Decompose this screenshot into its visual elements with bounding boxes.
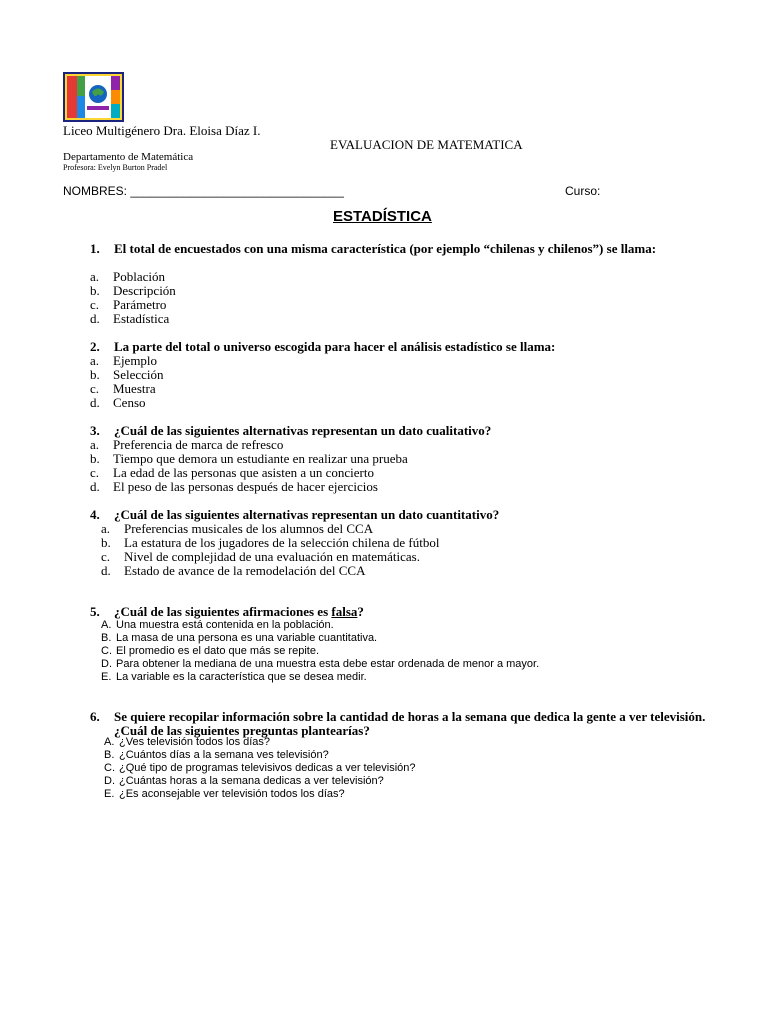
option-text: La variable es la característica que se desea medir. bbox=[116, 671, 367, 683]
question-number: 5. bbox=[90, 604, 100, 619]
page-title: ESTADÍSTICA bbox=[333, 208, 432, 225]
option-letter: C. bbox=[101, 645, 112, 657]
question-text-before: ¿Cuál de las siguientes afirmaciones es bbox=[114, 604, 332, 619]
option-text: Preferencia de marca de refresco bbox=[113, 437, 284, 452]
option-text: Muestra bbox=[113, 381, 156, 396]
question-text: ¿Cuál de las siguientes alternativas representan un dato cualitativo? bbox=[114, 423, 492, 438]
question-number: 3. bbox=[90, 423, 100, 438]
question-number: 2. bbox=[90, 339, 100, 354]
option-text: Nivel de complejidad de una evaluación en matemáticas. bbox=[124, 549, 420, 564]
school-logo bbox=[63, 72, 124, 122]
question-6 bbox=[90, 710, 710, 738]
option-text: ¿Qué tipo de programas televisivos dedicas a ver televisión? bbox=[119, 762, 416, 774]
option-letter: B. bbox=[101, 632, 112, 644]
option-letter: a. bbox=[90, 353, 100, 368]
option-letter: d. bbox=[90, 311, 100, 326]
option-letter: A. bbox=[104, 736, 115, 748]
option-letter: D. bbox=[101, 658, 112, 670]
question-text: ¿Cuál de las siguientes alternativas representan un dato cuantitativo? bbox=[114, 507, 500, 522]
question-text-underlined: falsa bbox=[331, 604, 358, 619]
option-letter: B. bbox=[104, 749, 115, 761]
option-letter: D. bbox=[104, 775, 115, 787]
option-letter: b. bbox=[90, 283, 100, 298]
school-logo-graphic bbox=[65, 74, 122, 120]
option-letter: d. bbox=[101, 563, 111, 578]
option-text: Ejemplo bbox=[113, 353, 158, 368]
course-field[interactable]: Curso: bbox=[565, 184, 601, 198]
question-number: 1. bbox=[90, 241, 100, 256]
option-text: Censo bbox=[113, 395, 146, 410]
option-text: Estadística bbox=[113, 311, 170, 326]
option-text: Parámetro bbox=[113, 297, 167, 312]
option-text: Una muestra está contenida en la población. bbox=[116, 619, 334, 631]
question-1 bbox=[90, 242, 710, 270]
option-text: La edad de las personas que asisten a un concierto bbox=[113, 465, 374, 480]
option-text: El promedio es el dato que más se repite. bbox=[116, 645, 320, 657]
question-number: 4. bbox=[90, 507, 100, 522]
option-letter: d. bbox=[90, 479, 100, 494]
option-letter: b. bbox=[90, 367, 100, 382]
option-text: Población bbox=[113, 269, 165, 284]
option-text: Descripción bbox=[113, 283, 176, 298]
question-text-after: ? bbox=[357, 604, 364, 619]
option-letter: a. bbox=[101, 521, 111, 536]
option-text: Selección bbox=[113, 367, 164, 382]
option-letter: b. bbox=[90, 451, 100, 466]
option-letter: c. bbox=[90, 297, 100, 312]
option-letter: c. bbox=[101, 549, 111, 564]
question-text bbox=[114, 605, 710, 619]
option-text: Preferencias musicales de los alumnos del CCA bbox=[124, 521, 374, 536]
question-number: 6. bbox=[90, 709, 100, 724]
option-letter: E. bbox=[101, 671, 112, 683]
question-4 bbox=[90, 508, 710, 522]
option-letter: a. bbox=[90, 269, 100, 284]
question-3 bbox=[90, 424, 710, 438]
option-text: Tiempo que demora un estudiante en realizar una prueba bbox=[113, 451, 408, 466]
option-text: Para obtener la mediana de una muestra esta debe estar ordenada de menor a mayor. bbox=[116, 658, 540, 670]
option-letter: d. bbox=[90, 395, 100, 410]
option-letter: a. bbox=[90, 437, 100, 452]
question-text: El total de encuestados con una misma característica (por ejemplo “chilenas y chilenos”) se llama: bbox=[114, 241, 657, 256]
option-letter: c. bbox=[90, 465, 100, 480]
option-text: La estatura de los jugadores de la selección chilena de fútbol bbox=[124, 535, 440, 550]
option-letter: C. bbox=[104, 762, 115, 774]
question-text: La parte del total o universo escogida para hacer el análisis estadístico se llama: bbox=[114, 339, 556, 354]
question-text: Se quiere recopilar información sobre la cantidad de horas a la semana que dedica la gente a ver televisión. ¿Cuál de las siguientes preguntas plantearías? bbox=[114, 709, 706, 738]
teacher-name: Profesora: Evelyn Burton Pradel bbox=[63, 163, 168, 172]
option-text: La masa de una persona es una variable cuantitativa. bbox=[116, 632, 378, 644]
department-name: Departamento de Matemática bbox=[63, 151, 194, 163]
question-5 bbox=[90, 605, 710, 619]
option-text: El peso de las personas después de hacer ejercicios bbox=[113, 479, 378, 494]
question-2 bbox=[90, 340, 710, 354]
option-text: ¿Es aconsejable ver televisión todos los días? bbox=[119, 788, 345, 800]
option-letter: E. bbox=[104, 788, 115, 800]
option-text: ¿Cuántas horas a la semana dedicas a ver televisión? bbox=[119, 775, 384, 787]
school-name: Liceo Multigénero Dra. Eloisa Díaz I. bbox=[63, 123, 261, 138]
option-letter: b. bbox=[101, 535, 111, 550]
option-text: ¿Cuántos días a la semana ves televisión? bbox=[119, 749, 329, 761]
option-text: Estado de avance de la remodelación del CCA bbox=[124, 563, 366, 578]
option-letter: A. bbox=[101, 619, 112, 631]
option-letter: c. bbox=[90, 381, 100, 396]
names-field[interactable]: NOMBRES: ________________________________ bbox=[63, 184, 344, 198]
exam-title: EVALUACION DE MATEMATICA bbox=[330, 137, 523, 152]
option-text: ¿Ves televisión todos los días? bbox=[119, 736, 271, 748]
